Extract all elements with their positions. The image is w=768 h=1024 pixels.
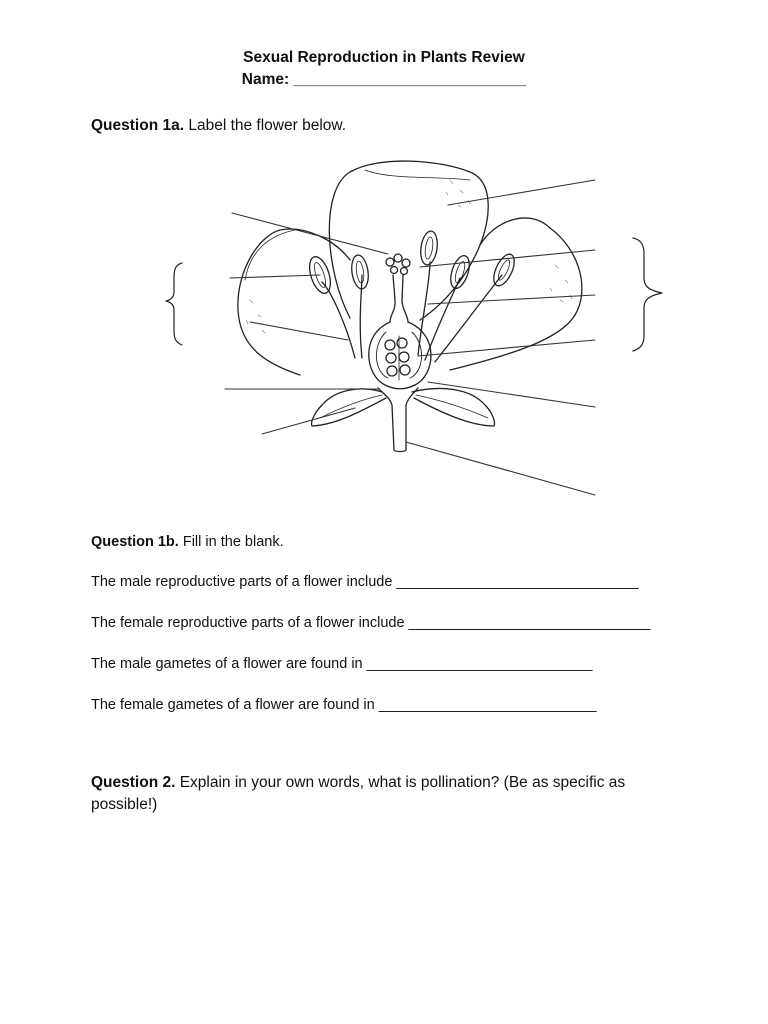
fill-blank-male-parts: The male reproductive parts of a flower include ______________________________ xyxy=(91,574,639,590)
question-1a-text: Label the flower below. xyxy=(184,117,347,134)
fill-blank-female-gametes: The female gametes of a flower are found in ___________________________ xyxy=(91,697,597,713)
flower-diagram xyxy=(150,150,670,510)
flower-illustration xyxy=(150,150,670,510)
question-2-label: Question 2. xyxy=(91,774,176,791)
question-1b xyxy=(91,531,284,553)
question-1a xyxy=(91,115,346,137)
question-1b-label: Question 1b. xyxy=(91,534,179,550)
question-1a-label: Question 1a. xyxy=(91,117,185,134)
question-2 xyxy=(91,772,681,816)
fill-blank-male-gametes: The male gametes of a flower are found in ____________________________ xyxy=(91,656,593,672)
worksheet-title: Sexual Reproduction in Plants Review xyxy=(243,49,525,66)
question-1b-text: Fill in the blank. xyxy=(178,534,284,550)
fill-blank-female-parts: The female reproductive parts of a flower include ______________________________ xyxy=(91,615,651,631)
page-title xyxy=(0,47,768,91)
question-2-text: Explain in your own words, what is pollination? (Be as specific as possible!) xyxy=(91,774,626,813)
name-field-line: Name: ___________________________ xyxy=(241,71,527,88)
